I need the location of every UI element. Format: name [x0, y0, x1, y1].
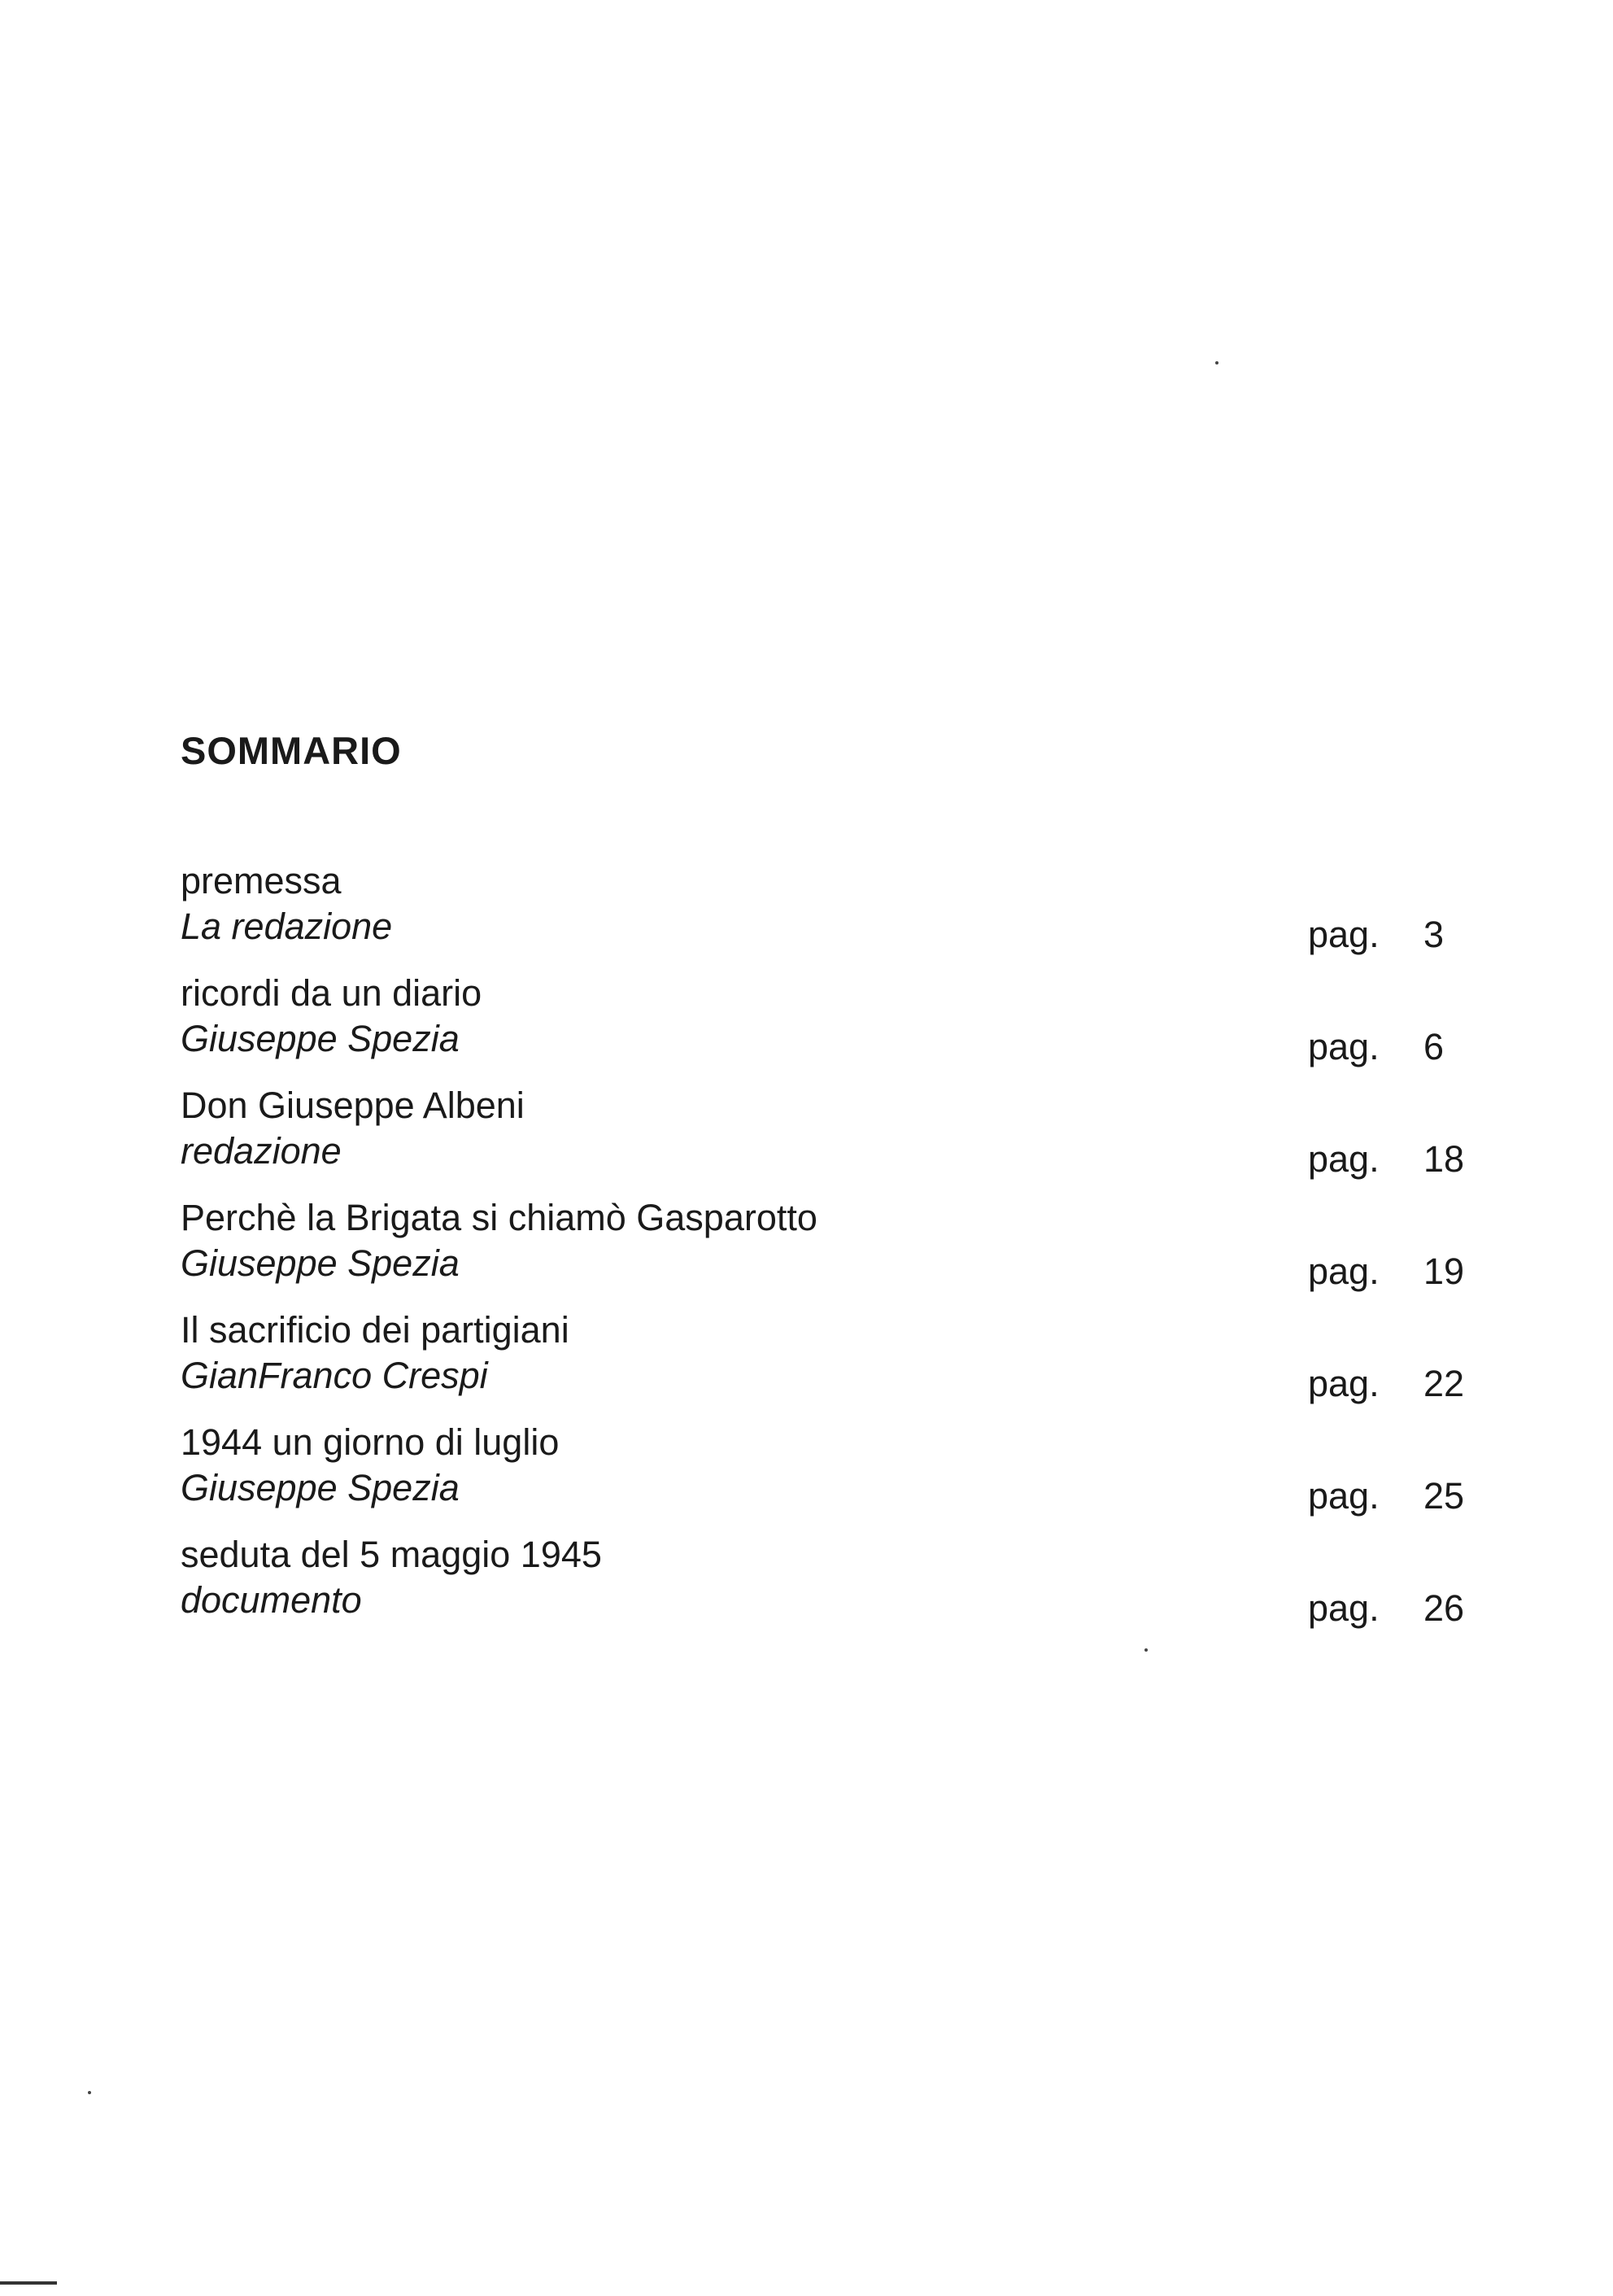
scan-edge-mark	[0, 2281, 57, 2285]
entry-page-number: 19	[1423, 1251, 1465, 1292]
scan-speck	[1144, 1648, 1148, 1652]
entry-page-number: 6	[1423, 1026, 1445, 1067]
entry-page-number: 18	[1423, 1138, 1465, 1180]
toc-entry	[181, 860, 1482, 972]
scan-speck	[1215, 361, 1218, 364]
entry-page-label: pag.	[1308, 1138, 1380, 1180]
toc-entry	[181, 1534, 1482, 1646]
entry-title: seduta del 5 maggio 1945	[181, 1534, 602, 1575]
entry-author: redazione	[181, 1130, 342, 1172]
entry-author: Giuseppe Spezia	[181, 1018, 460, 1059]
toc-entry	[181, 1085, 1482, 1197]
entry-author: documento	[181, 1579, 362, 1621]
table-of-contents	[181, 860, 1482, 1646]
entry-author: Giuseppe Spezia	[181, 1242, 460, 1284]
toc-entry	[181, 1421, 1482, 1534]
entry-author: La redazione	[181, 906, 393, 947]
entry-page-number: 3	[1423, 914, 1445, 955]
entry-page-label: pag.	[1308, 1251, 1380, 1292]
toc-entry	[181, 972, 1482, 1085]
entry-title: premessa	[181, 860, 342, 901]
entry-page-number: 26	[1423, 1587, 1465, 1629]
entry-title: Don Giuseppe Albeni	[181, 1085, 525, 1126]
entry-title: 1944 un giorno di luglio	[181, 1421, 560, 1463]
scan-speck	[88, 2091, 91, 2094]
entry-page-number: 22	[1423, 1363, 1465, 1404]
entry-page-number: 25	[1423, 1475, 1465, 1517]
entry-title: ricordi da un diario	[181, 972, 482, 1014]
toc-entry	[181, 1309, 1482, 1421]
entry-title: Perchè la Brigata si chiamò Gasparotto	[181, 1197, 817, 1238]
entry-author: GianFranco Crespi	[181, 1355, 488, 1396]
entry-author: Giuseppe Spezia	[181, 1467, 460, 1508]
entry-page-label: pag.	[1308, 1363, 1380, 1404]
entry-page-label: pag.	[1308, 1587, 1380, 1629]
toc-entry	[181, 1197, 1482, 1309]
entry-page-label: pag.	[1308, 1475, 1380, 1517]
entry-title: Il sacrificio dei partigiani	[181, 1309, 569, 1351]
entry-page-label: pag.	[1308, 914, 1380, 955]
page-title: SOMMARIO	[181, 729, 402, 772]
entry-page-label: pag.	[1308, 1026, 1380, 1067]
